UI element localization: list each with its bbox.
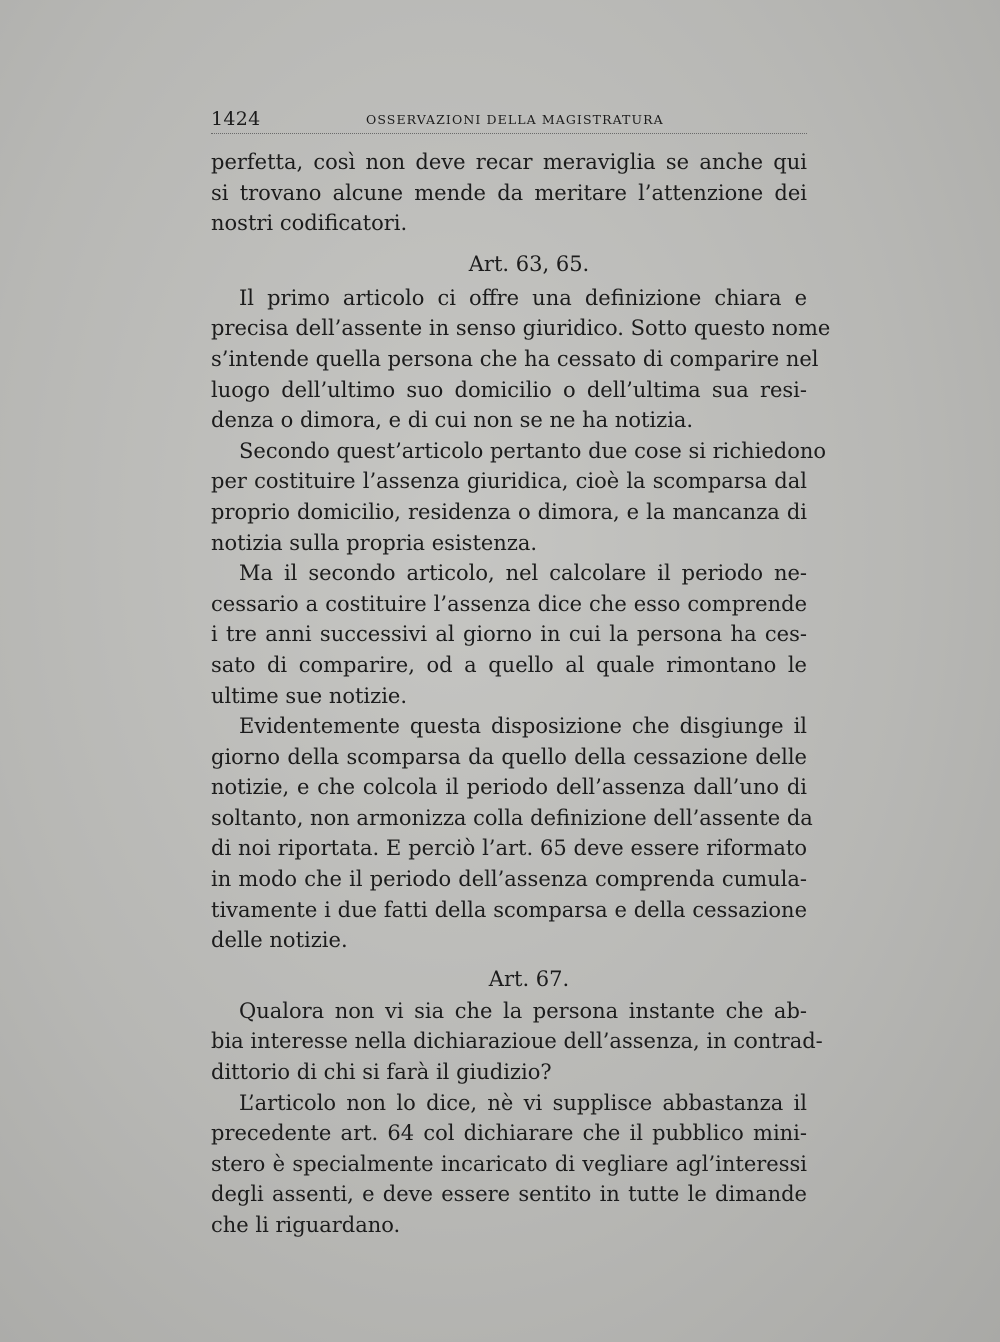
text-line: di noi riportata. E perciò l’art. 65 deve essere riformato [211,836,807,861]
text-line: dittorio di chi si farà il giudizio? [211,1060,552,1085]
text-line: sato di comparire, od a quello al quale rimontano le [211,652,807,677]
text-line: si trovano alcune mende da meritare l’attenzione dei [211,180,807,205]
text-line: Ma il secondo articolo, nel calcolare il periodo ne- [239,561,807,586]
text-line: Secondo quest’articolo pertanto due cose si richiedono [239,438,827,463]
text-line: precedente art. 64 col dichiarare che il pubblico mini- [211,1121,807,1146]
text-line: in modo che il periodo dell’assenza comprenda cumula- [211,867,807,892]
page-number: 1424 [211,108,261,130]
text-line: cessario a costituire l’assenza dice che esso comprende [211,591,807,616]
text-line: denza o dimora, e di cui non se ne ha notizia. [211,408,694,433]
text-line: L’articolo non lo dice, nè vi supplisce abbastanza il [239,1090,807,1115]
header-rule [211,133,807,134]
text-line: bia interesse nella dichiarazioue dell’assenza, in contrad- [211,1029,823,1054]
text-line: stero è specialmente incaricato di vegliare agl’interessi [211,1151,807,1176]
body-text [211,147,831,1241]
text-line: luogo dell’ultimo suo domicilio o dell’ultima sua resi- [211,377,807,402]
text-line: soltanto, non armonizza colla definizione dell’assente da [211,805,813,830]
text-line: per costituire l’assenza giuridica, cioè la scomparsa dal [211,469,807,494]
text-line: Evidentemente questa disposizione che disgiunge il [239,714,807,739]
text-line: precisa dell’assente in senso giuridico. Sotto questo nome [211,316,831,341]
section-heading: Art. 63, 65. [468,251,590,276]
text-line: che li riguardano. [211,1213,401,1237]
text-line: tivamente i due fatti della scomparsa e della cessazione [211,897,807,922]
page-header [211,108,807,134]
text-line: Il primo articolo ci offre una definizione chiara e [239,285,807,310]
section-heading: Art. 67. [488,966,570,991]
text-line: giorno della scomparsa da quello della cessazione delle [211,744,807,769]
running-title: OSSERVAZIONI DELLA MAGISTRATURA [366,112,664,127]
text-line: degli assenti, e deve essere sentito in tutte le dimande [211,1182,807,1207]
text-line: nostri codificatori. [211,211,408,236]
text-line: notizia sulla propria esistenza. [211,530,538,555]
text-line: i tre anni successivi al giorno in cui la persona ha ces- [211,622,807,647]
text-line: ultime sue notizie. [211,683,408,708]
text-line: notizie, e che colcola il periodo dell’assenza dall’uno di [211,775,807,800]
text-line: proprio domicilio, residenza o dimora, e la mancanza di [211,499,807,524]
text-line: delle notizie. [211,928,348,953]
text-line: perfetta, così non deve recar meraviglia se anche qui [211,150,807,174]
text-line: s’intende quella persona che ha cessato di comparire nel [211,346,819,371]
text-line: Qualora non vi sia che la persona instante che ab- [239,998,807,1023]
